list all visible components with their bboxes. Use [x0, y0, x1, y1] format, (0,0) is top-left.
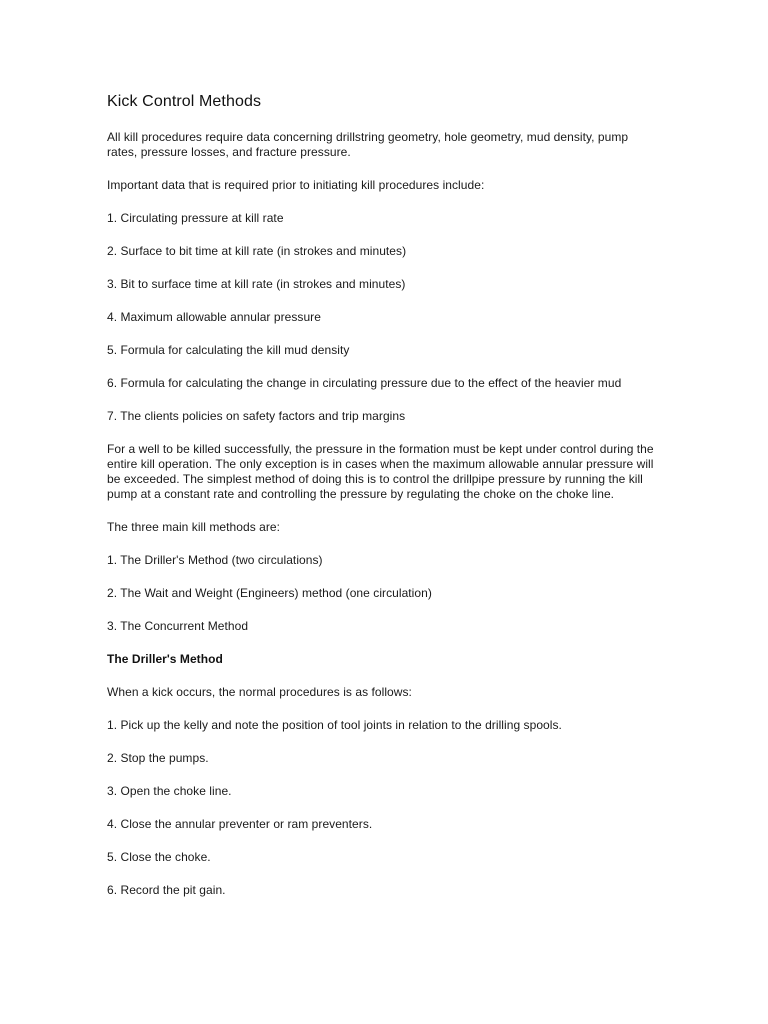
required-data-item: 3. Bit to surface time at kill rate (in strokes and minutes)	[107, 277, 406, 291]
required-data-intro: Important data that is required prior to initiating kill procedures include:	[107, 178, 485, 192]
document-title: Kick Control Methods	[107, 93, 262, 110]
method-item: 1. The Driller's Method (two circulations)	[107, 553, 323, 567]
drillers-step: 6. Record the pit gain.	[107, 883, 226, 897]
method-item: 3. The Concurrent Method	[107, 619, 249, 633]
required-data-item: 6. Formula for calculating the change in circulating pressure due to the effect of the heavier mud	[107, 376, 622, 390]
well-kill-paragraph: For a well to be killed successfully, the pressure in the formation must be kept under control during the entire kill operation. The only exception is in cases when the maximum allowable annular pressure will be exceeded. The simplest method of doing this is to control the drillpipe pressure by running the kill pump at a constant rate and controlling the pressure by regulating the choke on the choke line.	[107, 442, 654, 501]
required-data-item: 2. Surface to bit time at kill rate (in strokes and minutes)	[107, 244, 407, 258]
drillers-method-intro: When a kick occurs, the normal procedures is as follows:	[107, 685, 412, 699]
method-item: 2. The Wait and Weight (Engineers) method (one circulation)	[107, 586, 432, 600]
required-data-item: 7. The clients policies on safety factors and trip margins	[107, 409, 406, 423]
drillers-method-heading: The Driller's Method	[107, 652, 223, 666]
required-data-item: 1. Circulating pressure at kill rate	[107, 211, 284, 225]
drillers-step: 5. Close the choke.	[107, 850, 211, 864]
required-data-item: 4. Maximum allowable annular pressure	[107, 310, 321, 324]
drillers-step: 3. Open the choke line.	[107, 784, 232, 798]
intro-paragraph: All kill procedures require data concerning drillstring geometry, hole geometry, mud density, pump rates, pressure losses, and fracture pressure.	[107, 130, 629, 159]
document-page	[107, 92, 657, 916]
drillers-step: 4. Close the annular preventer or ram preventers.	[107, 817, 373, 831]
drillers-step: 1. Pick up the kelly and note the position of tool joints in relation to the drilling spools.	[107, 718, 562, 732]
drillers-step: 2. Stop the pumps.	[107, 751, 209, 765]
required-data-item: 5. Formula for calculating the kill mud density	[107, 343, 350, 357]
methods-intro: The three main kill methods are:	[107, 520, 281, 534]
